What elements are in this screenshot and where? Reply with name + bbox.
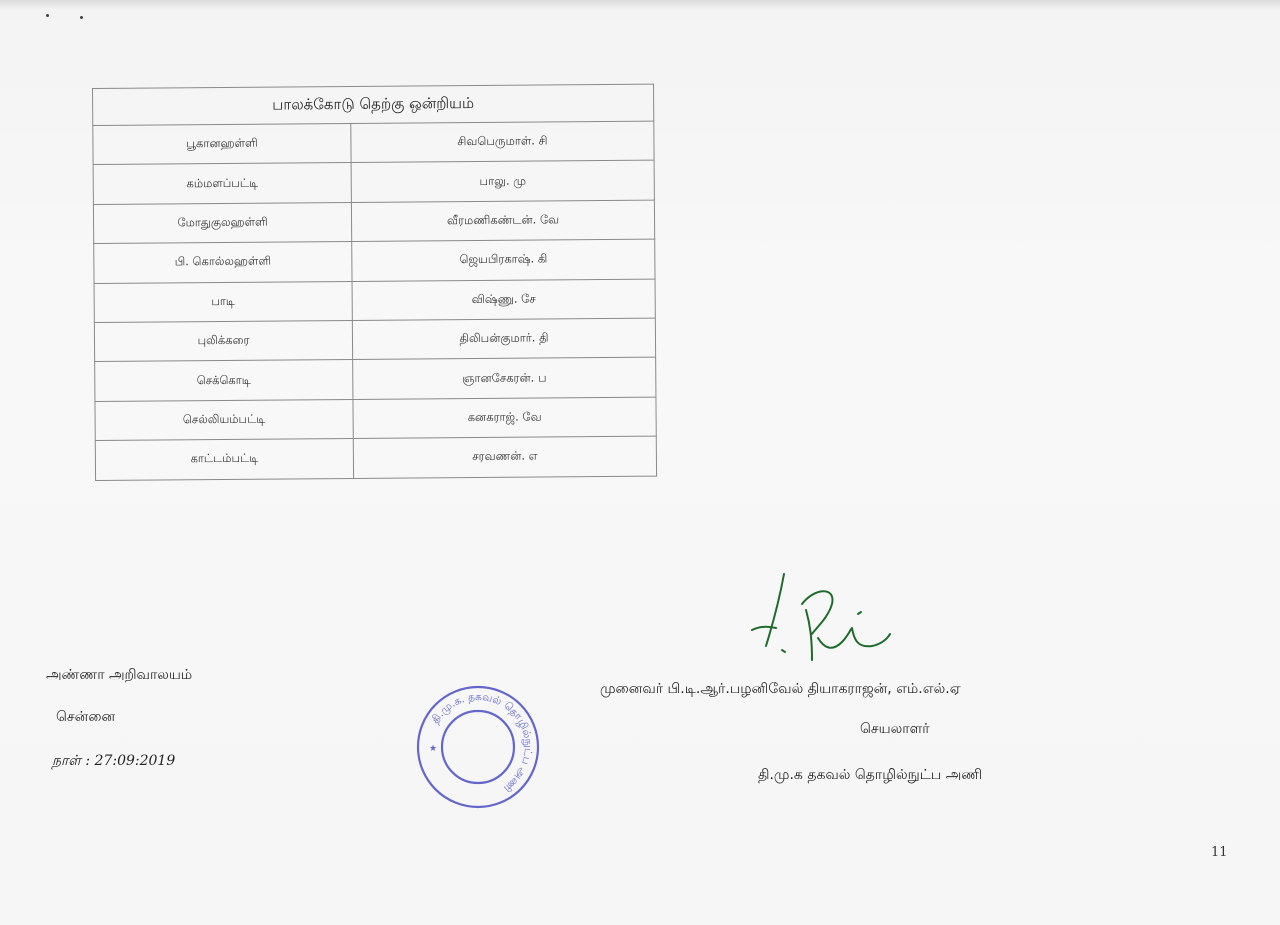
table-row — [95, 357, 656, 401]
organization-name: தி.மு.க தகவல் தொழில்நுட்ப அணி — [758, 767, 983, 783]
official-seal-stamp — [414, 683, 542, 811]
scan-edge — [0, 0, 1280, 10]
table-row — [94, 318, 655, 362]
place-cell: செல்லியம்பட்டி — [95, 399, 353, 440]
person-cell: கனகராஜ். வே — [353, 397, 656, 439]
table-row — [95, 436, 656, 480]
person-cell: வீரமணிகண்டன். வே — [351, 200, 654, 242]
date-text: நாள் : 27:09:2019 — [52, 753, 176, 769]
speck — [80, 16, 83, 19]
page-number: 11 — [1211, 845, 1228, 860]
person-cell: ஜெயபிரகாஷ். கி — [352, 239, 655, 281]
person-cell: சரவணன். எ — [353, 436, 656, 478]
place-cell: காட்டம்பட்டி — [95, 439, 353, 480]
signatory-title: செயலாளர் — [860, 721, 930, 737]
office-name: அண்ணா அறிவாலயம் — [46, 667, 193, 683]
svg-text:★: ★ — [429, 744, 438, 754]
person-cell: ஞானசேகரன். ப — [353, 357, 656, 399]
members-table — [92, 84, 657, 481]
speck — [46, 14, 49, 17]
table-row — [93, 121, 654, 165]
table-body — [93, 121, 657, 480]
handwritten-signature — [732, 568, 892, 668]
table-row — [94, 279, 655, 323]
table-row — [95, 397, 656, 441]
table-title: பாலக்கோடு தெற்கு ஒன்றியம் — [93, 84, 654, 125]
svg-text:தி.மு.க. தகவல் தொழில்நுட்ப அணி: தி.மு.க. தகவல் தொழில்நுட்ப அணி — [429, 690, 535, 795]
members-table-container — [92, 84, 657, 481]
person-cell: சிவபெருமாள். சி — [351, 121, 654, 163]
person-cell: திலிபன்குமார். தி — [352, 318, 655, 360]
place-cell: மோதுகுலஹள்ளி — [93, 202, 351, 243]
place-cell: செக்கொடி — [95, 360, 353, 401]
table-row — [93, 200, 654, 244]
table-row — [93, 160, 654, 204]
place-cell: பூகானஹள்ளி — [93, 123, 351, 164]
place-cell: புலிக்கரை — [94, 320, 352, 361]
place-cell: பாடி — [94, 281, 352, 322]
place-cell: பி. கொல்லஹள்ளி — [94, 242, 352, 283]
person-cell: பாலு. மு — [351, 160, 654, 202]
table-row — [94, 239, 655, 283]
person-cell: விஷ்ணு. சே — [352, 279, 655, 321]
signatory-name: முனைவர் பி.டி.ஆர்.பழனிவேல் தியாகராஜன், எம்.எல்.ஏ — [600, 681, 961, 697]
place-cell: கம்மளப்பட்டி — [93, 163, 351, 204]
city-name: சென்னை — [56, 709, 116, 725]
